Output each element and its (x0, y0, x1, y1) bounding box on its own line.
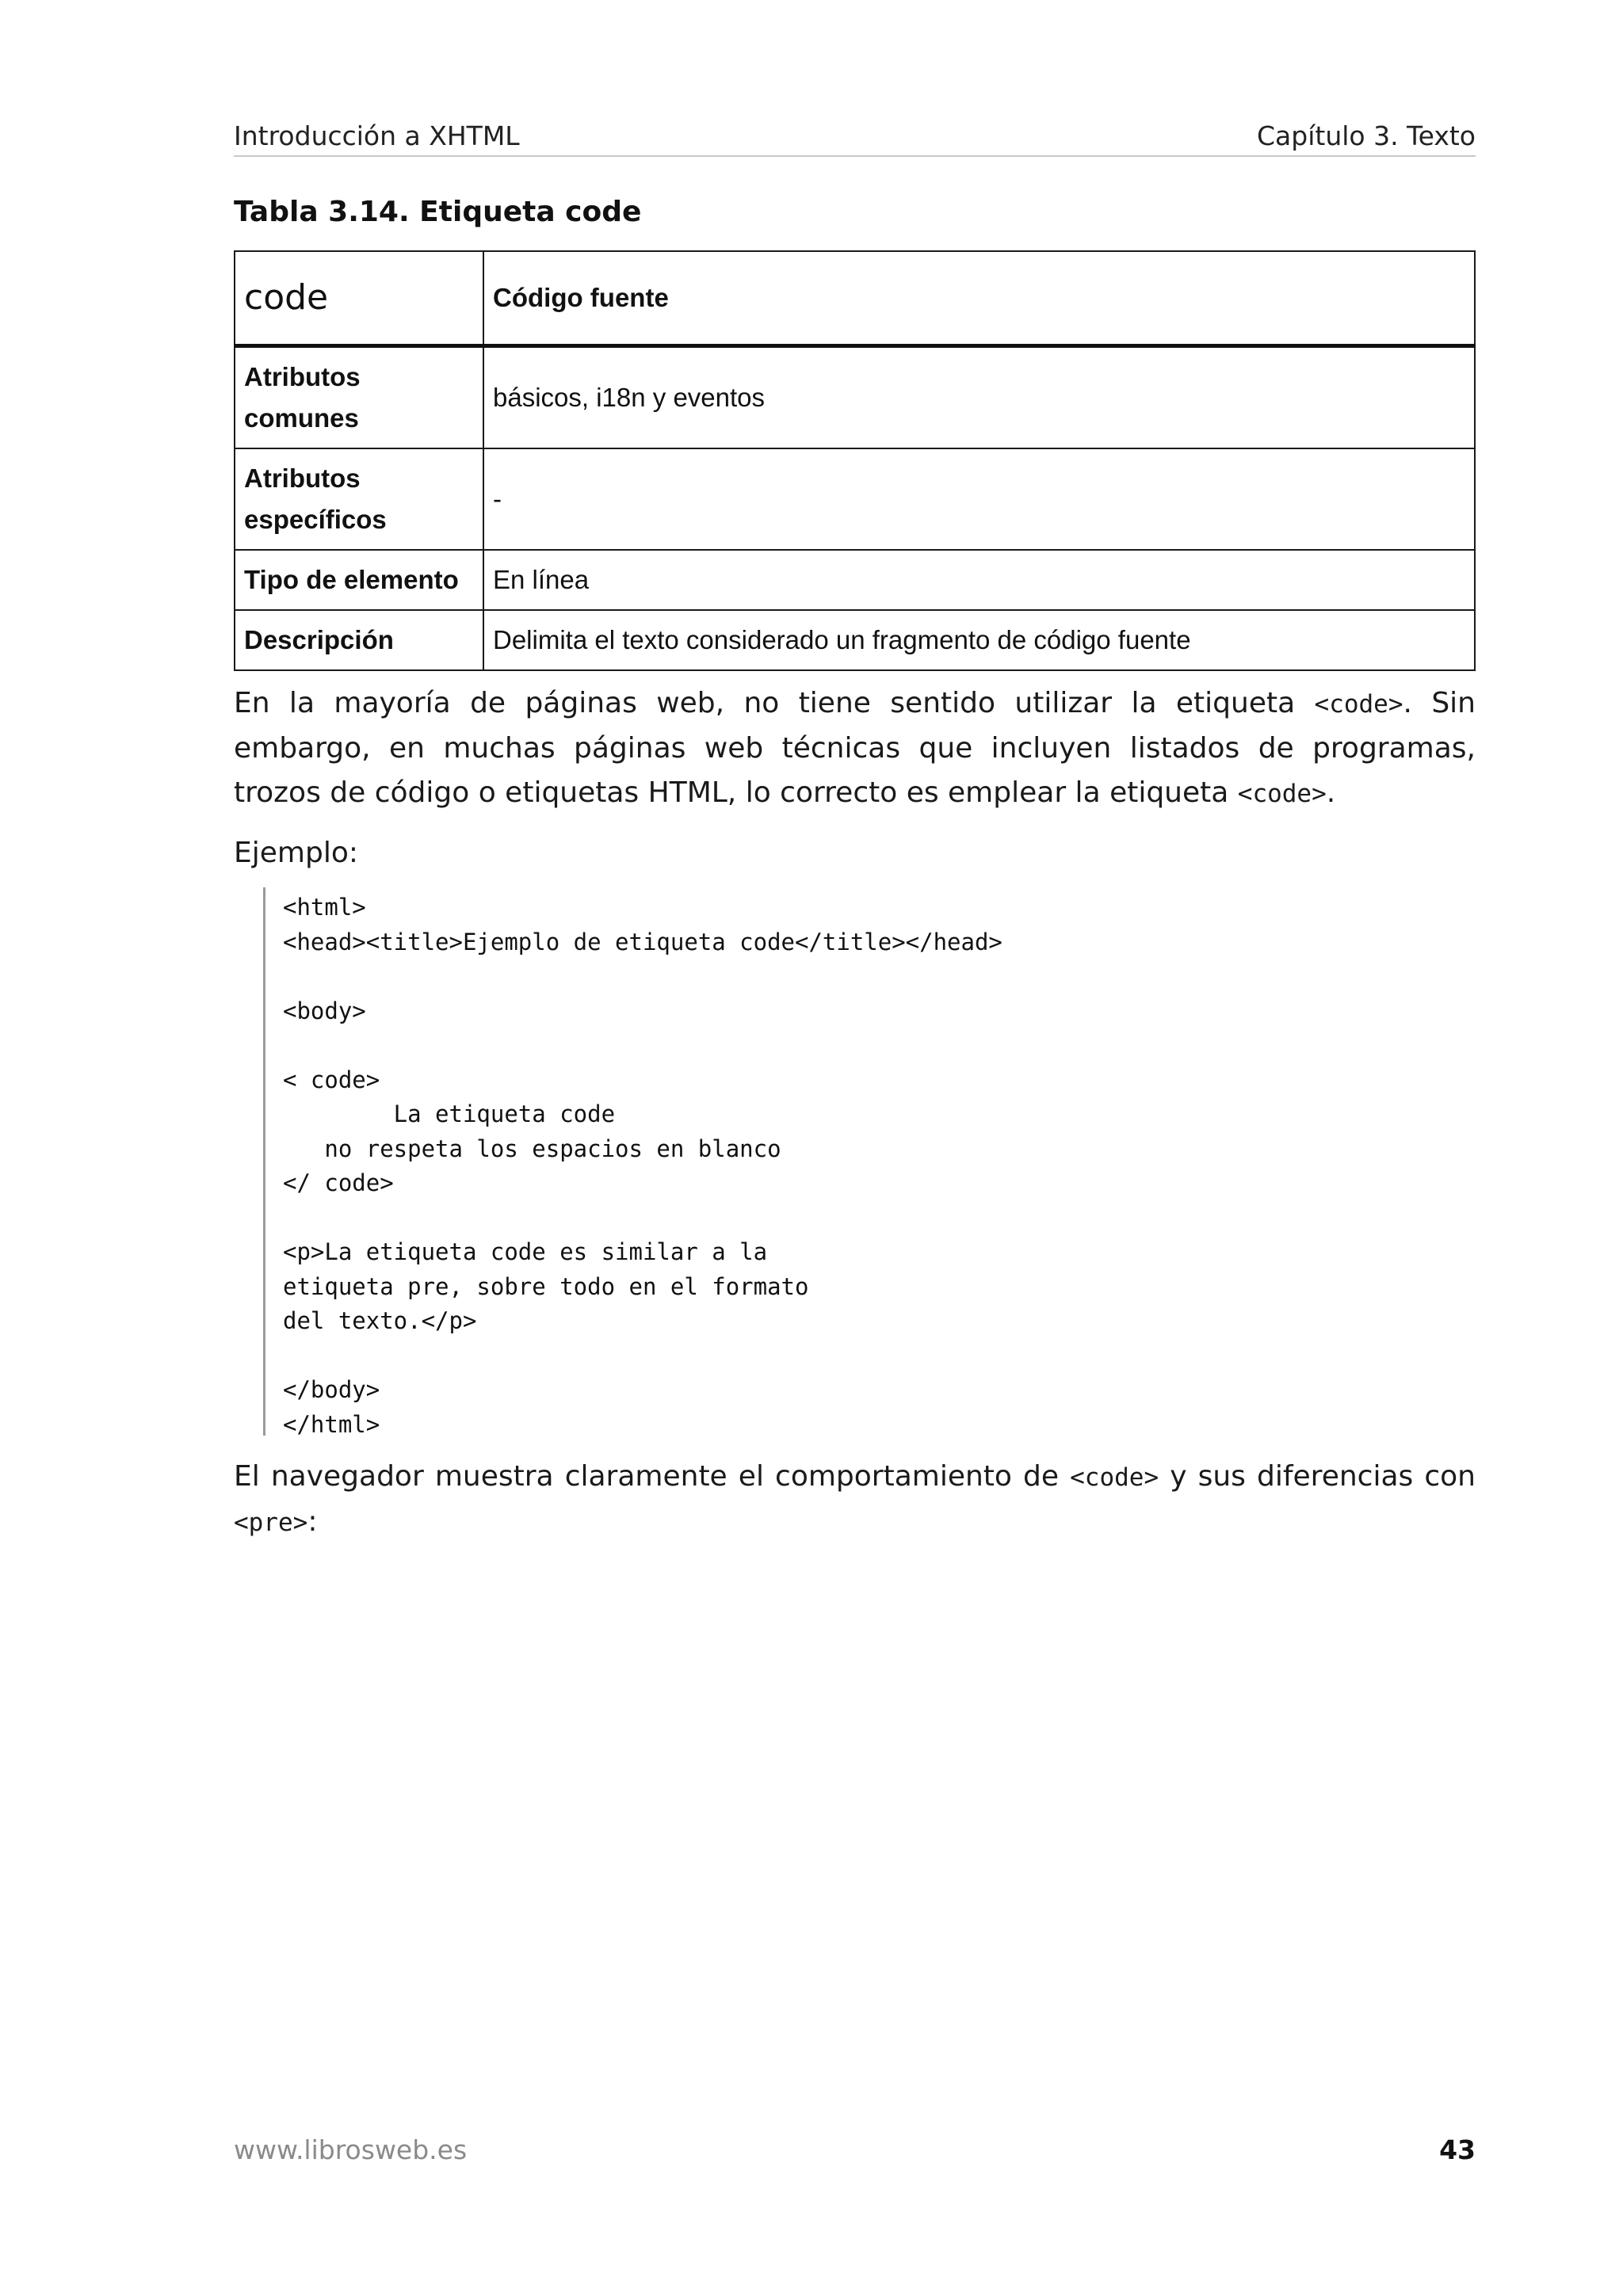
row-label: Descripción (235, 610, 483, 670)
inline-code: <code> (1237, 780, 1327, 808)
row-label: Atributos específicos (235, 448, 483, 550)
page-header (234, 117, 1476, 157)
row-value: En línea (483, 550, 1475, 610)
inline-code: <code> (1070, 1463, 1159, 1492)
table-caption: Tabla 3.14. Etiqueta code (234, 196, 642, 228)
table-row (235, 448, 1475, 550)
inline-code: <pre> (234, 1508, 308, 1537)
paragraph-text: . Sin embargo, en muchas páginas web técnicas que incluyen listados de programas, trozos de código o etiquetas HTML, lo correcto es emplear la etiqueta (234, 687, 1476, 809)
tag-name-cell: code (235, 251, 483, 346)
inline-code: <code> (1314, 690, 1403, 719)
paragraph-text: . (1326, 776, 1336, 809)
paragraph-text: y sus diferencias con (1159, 1460, 1476, 1493)
table-row (235, 550, 1475, 610)
footer-site-link[interactable]: www.librosweb.es (234, 2134, 468, 2165)
tag-title-cell: Código fuente (483, 251, 1475, 346)
code-example: <html> <head><title>Ejemplo de etiqueta code</title></head> <body> < code> La etiqueta code no respeta los espacios en blanco </ code> <p>La etiqueta code es similar a la etiqueta pre, sobre todo en el formato del texto.</p> </body> </html> (283, 894, 1002, 1438)
table-row (235, 346, 1475, 449)
paragraph-text: El navegador muestra claramente el comportamiento de (234, 1460, 1071, 1493)
book-title: Introducción a XHTML (234, 120, 520, 151)
table-header-row (235, 251, 1475, 346)
intro-paragraph (234, 681, 1476, 816)
paragraph-text: : (307, 1505, 318, 1538)
table-row (235, 610, 1475, 670)
code-example-block (263, 887, 1373, 1436)
example-label: Ejemplo: (234, 837, 358, 869)
paragraph-text: En la mayoría de páginas web, no tiene sentido utilizar la etiqueta (234, 687, 1315, 719)
row-value: - (483, 448, 1475, 550)
tag-info-table (234, 250, 1476, 671)
page-number: 43 (1439, 2134, 1476, 2165)
row-value: Delimita el texto considerado un fragmento de código fuente (483, 610, 1475, 670)
chapter-title: Capítulo 3. Texto (1257, 120, 1476, 151)
row-label: Atributos comunes (235, 346, 483, 449)
row-value: básicos, i18n y eventos (483, 346, 1475, 449)
browser-paragraph (234, 1455, 1476, 1545)
row-label: Tipo de elemento (235, 550, 483, 610)
